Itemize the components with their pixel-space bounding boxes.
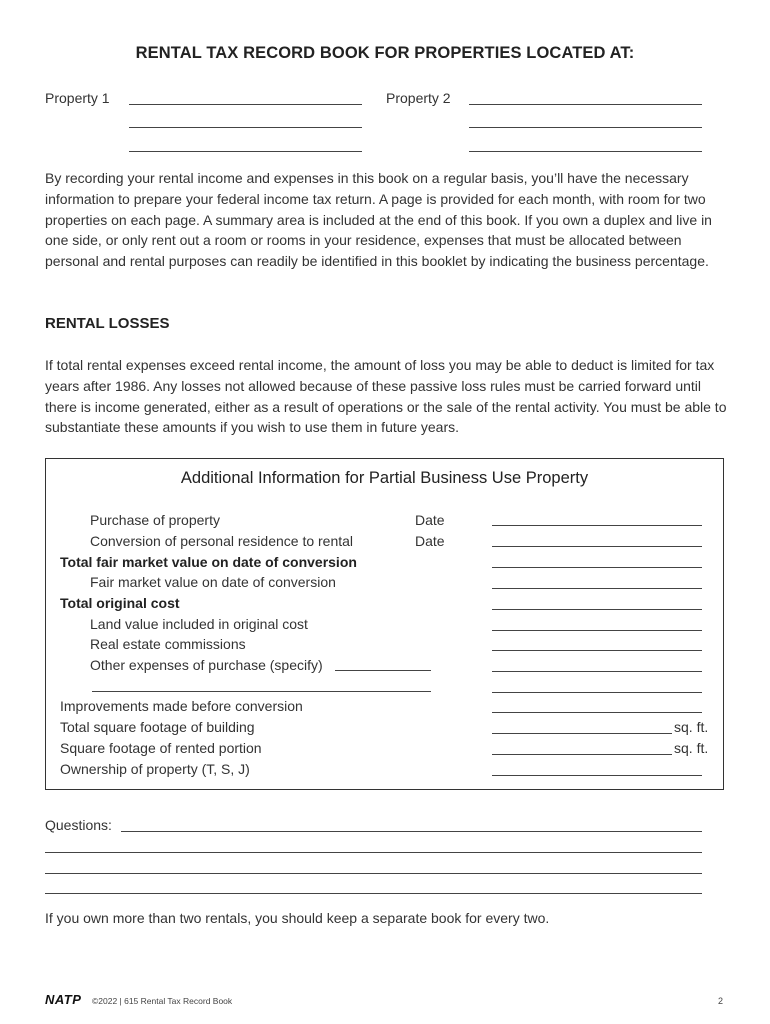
property1-label: Property 1 (45, 90, 110, 106)
property2-label: Property 2 (386, 90, 451, 106)
natp-logo: NATP (45, 992, 82, 1007)
property2-line-3[interactable] (469, 151, 702, 152)
footer-copyright: ©2022 | 615 Rental Tax Record Book (92, 996, 233, 1006)
rented-sqft-field[interactable] (492, 754, 672, 755)
fmv-label: Fair market value on date of conversion (90, 574, 336, 590)
property1-line-1[interactable] (129, 104, 362, 105)
questions-label: Questions: (45, 817, 112, 833)
other-expenses-label: Other expenses of purchase (specify) (90, 657, 323, 673)
other-expenses-specify-line-2[interactable] (92, 691, 431, 692)
property1-line-2[interactable] (129, 127, 362, 128)
property2-line-2[interactable] (469, 127, 702, 128)
other-expenses-field[interactable] (492, 671, 702, 672)
page-title: RENTAL TAX RECORD BOOK FOR PROPERTIES LOCATED AT: (135, 44, 635, 62)
ownership-label: Ownership of property (T, S, J) (60, 761, 250, 777)
questions-line-3[interactable] (45, 873, 702, 874)
purchase-date-label: Date (415, 512, 445, 528)
property2-line-1[interactable] (469, 104, 702, 105)
total-original-cost-label: Total original cost (60, 595, 180, 611)
conversion-date-field[interactable] (492, 546, 702, 547)
questions-line-4[interactable] (45, 893, 702, 894)
intro-paragraph: By recording your rental income and expenses in this book on a regular basis, you’ll have the necessary information to prepare your federal income tax return. A page is provided for each month, with room for two properties on each page. A summary area is included at the end of this book. If you own a duplex and live in one side, or only rent out a room or rooms in your residence, expenses that must be allocated between personal and rental purposes can readily be identified in this booklet by indicating the business percentage. (45, 170, 712, 270)
conversion-date-label: Date (415, 533, 445, 549)
rental-losses-paragraph: If total rental expenses exceed rental income, the amount of loss you may be able to deduct is limited for tax years after 1986. Any losses not allowed because of these passive loss rules must be carried forward until there is income generated, either as a result of operations or the sale of the rental activity. You must be able to substantiate these amounts if you wish to use them in future years. (45, 357, 727, 436)
improvements-field[interactable] (492, 712, 702, 713)
questions-line-1[interactable] (121, 831, 702, 832)
total-sqft-unit: sq. ft. (674, 719, 709, 735)
total-original-cost-field[interactable] (492, 609, 702, 610)
land-value-label: Land value included in original cost (90, 616, 308, 632)
conversion-label: Conversion of personal residence to rental (90, 533, 354, 549)
total-fmv-field[interactable] (492, 567, 702, 568)
closing-note: If you own more than two rentals, you should keep a separate book for every two. (45, 910, 550, 926)
commissions-field[interactable] (492, 650, 702, 651)
total-sqft-field[interactable] (492, 733, 672, 734)
ownership-field[interactable] (492, 775, 702, 776)
total-sqft-label: Total square footage of building (60, 719, 255, 735)
box-title: Additional Information for Partial Business Use Property (180, 469, 589, 487)
fmv-field[interactable] (492, 588, 702, 589)
rented-sqft-unit: sq. ft. (674, 740, 709, 756)
page-number: 2 (718, 996, 724, 1006)
property1-line-3[interactable] (129, 151, 362, 152)
purchase-date-field[interactable] (492, 525, 702, 526)
other-expenses-specify-field[interactable] (335, 670, 431, 671)
land-value-field[interactable] (492, 630, 702, 631)
questions-line-2[interactable] (45, 852, 702, 853)
other-expenses-amount-line-2[interactable] (492, 692, 702, 693)
commissions-label: Real estate commissions (90, 636, 246, 652)
rental-losses-heading: RENTAL LOSSES (45, 315, 170, 332)
improvements-label: Improvements made before conversion (60, 698, 303, 714)
rented-sqft-label: Square footage of rented portion (60, 740, 262, 756)
purchase-label: Purchase of property (90, 512, 220, 528)
total-fmv-label: Total fair market value on date of conversion (60, 554, 357, 570)
